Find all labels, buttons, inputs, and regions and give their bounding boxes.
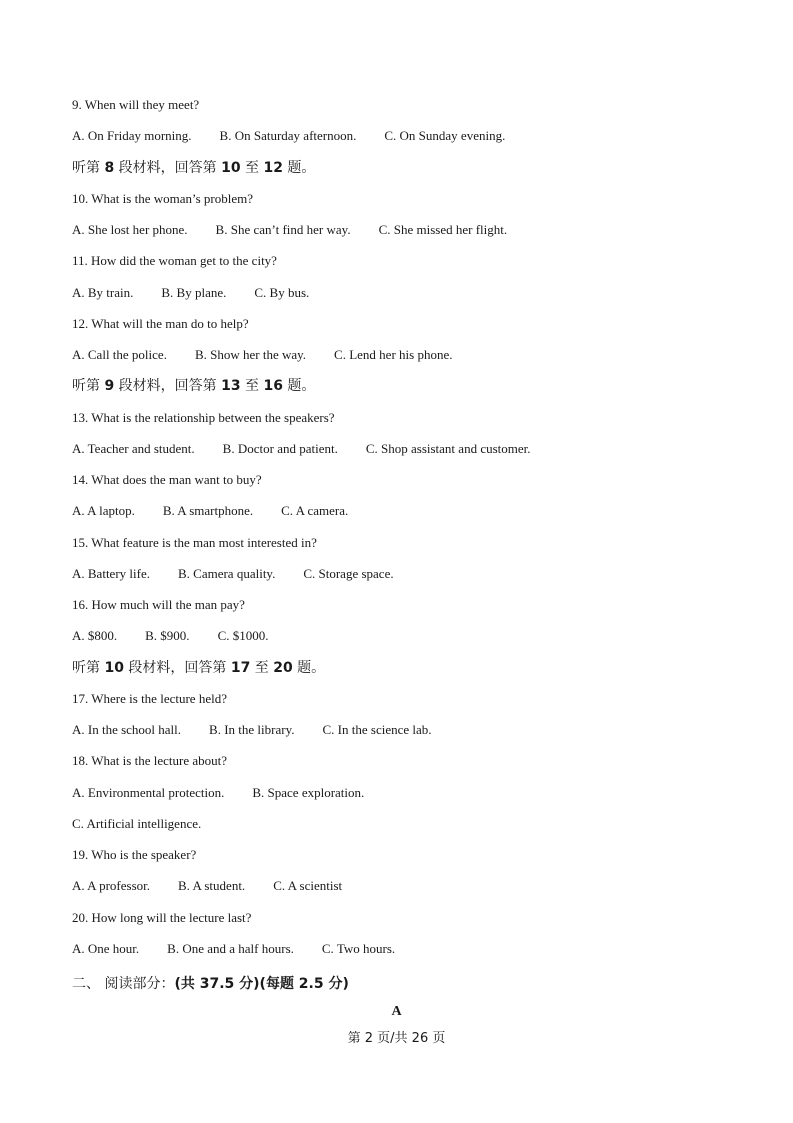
question-text: 12. What will the man do to help? [72, 316, 249, 331]
answer-options [72, 128, 505, 144]
answer-option: C. A scientist [273, 878, 343, 893]
answer-option: A. Battery life. [72, 566, 150, 581]
question-text: 19. Who is the speaker? [72, 847, 197, 862]
answer-option: A. She lost her phone. [72, 222, 188, 237]
section-instruction-part: 9 [104, 378, 115, 394]
answer-options [72, 785, 364, 801]
answer-options [72, 941, 395, 957]
answer-option: A. On Friday morning. [72, 128, 192, 143]
answer-option: B. By plane. [161, 285, 227, 300]
section-instruction-part: 10 [104, 660, 124, 676]
question-text: 14. What does the man want to buy? [72, 472, 262, 487]
answer-option: B. A smartphone. [162, 503, 254, 518]
section-instruction-part: 8 [104, 160, 115, 176]
answer-option: B. In the library. [209, 722, 295, 737]
part-heading [72, 973, 349, 993]
answer-option: C. In the science lab. [322, 722, 432, 737]
question-text: 11. How did the woman get to the city? [72, 253, 277, 268]
section-instruction-part: 听第 [72, 660, 105, 676]
answer-options [72, 566, 394, 582]
answer-option: A. One hour. [72, 941, 140, 956]
question-text: 9. When will they meet? [72, 97, 200, 112]
answer-options [72, 441, 531, 457]
answer-option: A. $800. [72, 628, 118, 643]
answer-options [72, 722, 432, 738]
part-heading-title: 二、 阅读部分： [72, 976, 175, 992]
section-instruction-part: 段材料，回答第 [123, 660, 231, 676]
answer-option: A. A professor. [72, 878, 150, 893]
answer-option: B. $900. [145, 628, 190, 643]
section-instruction-part: 至 [240, 160, 264, 176]
answer-option: B. Camera quality. [177, 566, 276, 581]
answer-option: C. Lend her his phone. [334, 347, 453, 362]
section-instruction-part: 20 [273, 660, 293, 676]
answer-option: C. Shop assistant and customer. [365, 441, 531, 456]
part-heading-points: (共 37.5 分)(每题 2.5 分) [174, 976, 349, 992]
section-instruction-part: 至 [240, 378, 264, 394]
section-instruction-part: 题。 [292, 660, 326, 676]
page-footer: 第 2 页/共 26 页 [347, 1031, 446, 1046]
answer-options [72, 347, 452, 363]
answer-option: A. Call the police. [72, 347, 167, 362]
answer-option: B. Space exploration. [252, 785, 365, 800]
answer-options [72, 285, 309, 301]
section-instruction-part: 段材料，回答第 [114, 160, 222, 176]
answer-option: B. A student. [178, 878, 246, 893]
section-instruction [72, 160, 315, 176]
section-instruction [72, 378, 315, 394]
passage-letter: A [391, 1004, 402, 1019]
question-text: 17. Where is the lecture held? [72, 691, 227, 706]
answer-options [72, 503, 348, 519]
answer-option: B. Show her the way. [194, 347, 307, 362]
question-text: 18. What is the lecture about? [72, 753, 227, 768]
answer-option: B. She can’t find her way. [215, 222, 351, 237]
question-text: 10. What is the woman’s problem? [72, 191, 254, 206]
section-instruction-part: 至 [250, 660, 274, 676]
answer-option: C. Two hours. [321, 941, 396, 956]
section-instruction-part: 听第 [72, 378, 105, 394]
answer-option: A. A laptop. [72, 503, 135, 518]
question-text: 15. What feature is the man most interested in? [72, 535, 317, 550]
question-text: 13. What is the relationship between the speakers? [72, 410, 335, 425]
section-instruction-part: 16 [263, 378, 283, 394]
section-instruction-part: 段材料，回答第 [114, 378, 222, 394]
answer-option: C. A camera. [281, 503, 349, 518]
question-text: 16. How much will the man pay? [72, 597, 245, 612]
answer-option: B. Doctor and patient. [222, 441, 338, 456]
answer-option: A. Teacher and student. [72, 441, 195, 456]
section-instruction-part: 听第 [72, 160, 105, 176]
section-instruction-part: 13 [221, 378, 241, 394]
section-instruction-part: 题。 [282, 160, 316, 176]
answer-option: A. Environmental protection. [72, 785, 225, 800]
answer-option: C. By bus. [254, 285, 310, 300]
section-instruction-part: 题。 [282, 378, 316, 394]
question-text: 20. How long will the lecture last? [72, 910, 252, 925]
answer-option: C. Artificial intelligence. [72, 816, 202, 831]
section-instruction [72, 660, 325, 676]
answer-options [72, 628, 268, 644]
answer-option: C. On Sunday evening. [384, 128, 506, 143]
answer-options [72, 816, 201, 832]
answer-option: A. In the school hall. [72, 722, 182, 737]
answer-option: C. $1000. [217, 628, 269, 643]
answer-options [72, 878, 342, 894]
answer-option: A. By train. [72, 285, 134, 300]
section-instruction-part: 10 [221, 160, 241, 176]
answer-option: B. On Saturday afternoon. [219, 128, 357, 143]
answer-option: C. She missed her flight. [378, 222, 508, 237]
section-instruction-part: 17 [230, 660, 251, 676]
answer-option: C. Storage space. [303, 566, 394, 581]
section-instruction-part: 12 [263, 160, 283, 176]
answer-option: B. One and a half hours. [167, 941, 294, 956]
answer-options [72, 222, 507, 238]
